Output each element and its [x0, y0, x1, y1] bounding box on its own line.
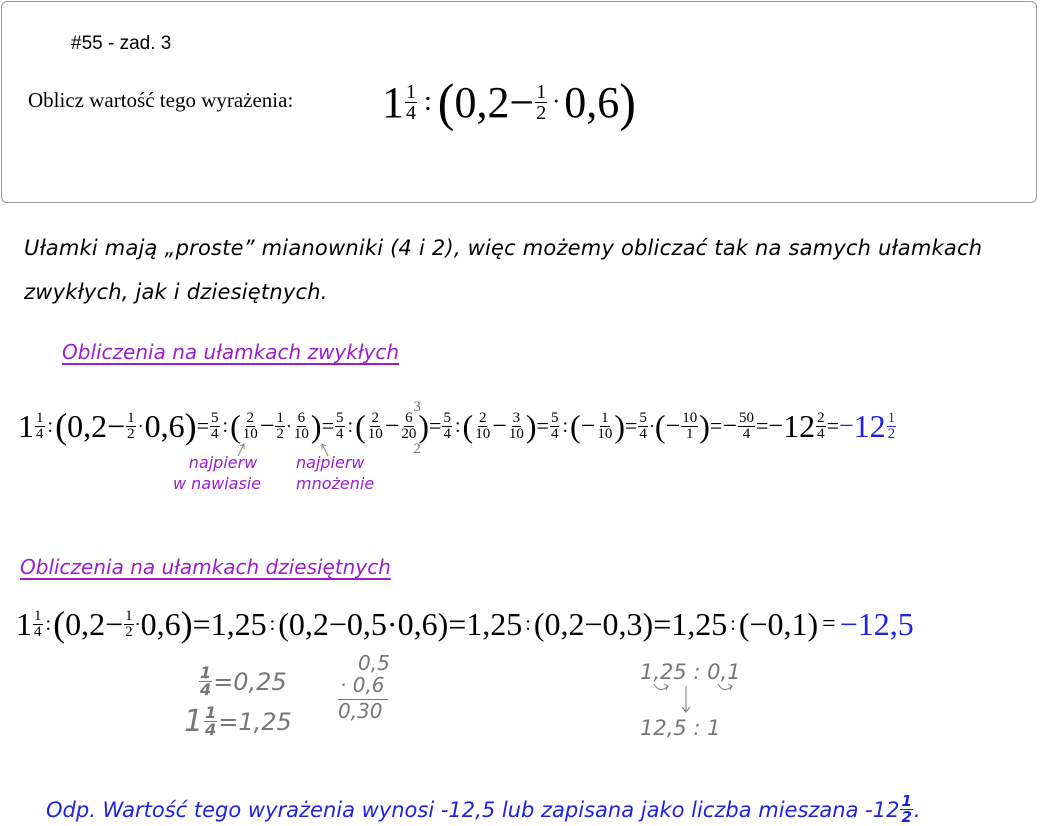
step-b: 0,6	[144, 407, 185, 444]
rparen: )	[699, 407, 710, 444]
answer-end: .	[913, 797, 921, 822]
note-line: najpierw	[296, 453, 365, 472]
side-division-bottom: 12,5 : 1	[640, 716, 721, 740]
side-value: =0,25	[213, 667, 287, 696]
frac-num: 1	[901, 792, 912, 810]
frac-den: 4	[336, 425, 344, 442]
frac-num: 5	[211, 409, 219, 426]
colon: :	[347, 414, 354, 437]
dot: ·	[137, 415, 144, 436]
frac-num: 50	[738, 409, 754, 426]
step-frac	[367, 411, 384, 442]
part-6: (−0,1)	[738, 605, 819, 642]
lparen: (	[55, 406, 68, 446]
side-product: 0,30	[338, 699, 383, 723]
equals: =	[624, 413, 638, 438]
frac-num: 5	[443, 409, 451, 426]
frac-den: 10	[242, 425, 258, 442]
lparen: (	[53, 604, 66, 644]
side-calc-division	[640, 660, 750, 740]
frac-num: 1	[34, 607, 42, 624]
minus: −	[105, 605, 124, 642]
lparen: (	[230, 407, 241, 444]
expr-dot: ·	[552, 88, 561, 115]
step-frac	[124, 609, 134, 640]
note-parentheses	[173, 452, 262, 494]
minus: −	[722, 411, 737, 440]
side-division-arrows	[640, 682, 750, 716]
step-frac	[550, 411, 560, 442]
equals: =	[709, 413, 723, 438]
frac-num: 5	[336, 409, 344, 426]
answer-frac	[900, 794, 912, 825]
minus: −	[384, 411, 400, 440]
step-frac	[442, 411, 452, 442]
side-frac	[199, 665, 212, 698]
side-value: =1,25	[218, 707, 292, 736]
cancelled-fraction	[399, 398, 421, 457]
step-frac	[474, 411, 491, 442]
frac-den: 2	[901, 808, 912, 826]
side-row-2	[184, 704, 292, 739]
lparen: (	[462, 407, 474, 444]
step-whole: 12	[783, 407, 816, 444]
lparen: (	[654, 407, 666, 444]
colon: :	[47, 414, 54, 437]
frac-num: 1	[127, 409, 135, 426]
expr-a: 0,2	[454, 77, 510, 127]
frac-den: 4	[639, 425, 647, 442]
intro-line-2: zwykłych, jak i dziesiętnych.	[24, 280, 328, 304]
step-whole: 1	[18, 407, 34, 444]
equals: =	[826, 413, 839, 438]
expr-lparen: (	[437, 72, 455, 132]
frac-num: 1	[125, 607, 133, 624]
expr-whole: 1	[382, 77, 404, 127]
dot: ·	[134, 613, 141, 634]
frac-den: 4	[406, 101, 416, 124]
answer-line	[46, 794, 921, 825]
task-prompt: Oblicz wartość tego wyrażenia:	[28, 88, 294, 112]
step-frac	[681, 411, 698, 442]
result-whole: 12	[853, 407, 886, 444]
lparen: (	[355, 407, 366, 444]
step-a: 0,2	[65, 605, 106, 642]
frac-den: 10	[475, 425, 491, 442]
task-expression	[382, 72, 636, 132]
frac-den: 4	[205, 720, 217, 739]
frac-den: 4	[200, 680, 212, 699]
rparen: )	[184, 406, 197, 446]
colon: :	[730, 612, 736, 635]
frac-den: 4	[817, 425, 825, 442]
rparen: )	[525, 407, 537, 444]
minus: −	[768, 411, 784, 440]
section-1-calculation	[18, 398, 897, 457]
note-line: mnożenie	[296, 474, 375, 493]
section-1-result	[839, 408, 897, 445]
frac-den: 4	[211, 425, 219, 442]
frac-den: 2	[536, 101, 547, 124]
side-factor-a: 0,5	[358, 651, 390, 675]
colon: :	[45, 612, 52, 635]
frac-den: 2	[127, 425, 135, 442]
equals: =	[429, 413, 442, 438]
expr-colon: :	[424, 86, 432, 117]
minus: −	[665, 411, 681, 440]
frac-num: 1	[601, 409, 609, 426]
equals: =	[822, 610, 836, 637]
rparen: )	[614, 407, 625, 444]
rparen: )	[180, 604, 193, 644]
expr-minus: −	[509, 77, 535, 127]
step-b: 0,6	[140, 605, 181, 642]
minus: −	[580, 411, 596, 440]
section-2-heading: Obliczenia na ułamkach dziesiętnych	[20, 555, 391, 579]
expr-frac-1	[405, 82, 417, 123]
frac-den: 10	[293, 425, 309, 442]
frac-num: 2	[371, 409, 379, 426]
step-frac	[596, 411, 613, 442]
frac-num: 6	[297, 409, 306, 426]
expr-rparen: )	[619, 72, 636, 132]
cancel-bottom: 2	[413, 440, 421, 457]
frac-den: 4	[34, 623, 42, 640]
frac-num: 2	[817, 409, 825, 426]
rparen: )	[418, 407, 430, 444]
frac-num: 5	[550, 409, 559, 426]
expr-frac-2	[535, 82, 547, 123]
result-frac	[887, 411, 897, 442]
cancel-top: 3	[413, 398, 421, 415]
expr-b: 0,6	[564, 77, 620, 127]
step-frac	[508, 411, 525, 442]
minus: −	[259, 411, 275, 440]
part-3: =1,25	[448, 605, 523, 642]
frac-den: 1	[685, 425, 694, 442]
frac-den: 10	[597, 425, 613, 442]
lparen: (	[570, 407, 581, 444]
note-multiplication	[296, 452, 374, 494]
frac-num: 1	[276, 409, 284, 426]
side-calc-multiplication	[338, 652, 390, 722]
part-4: (0,2−0,3)	[533, 605, 654, 642]
dot: ·	[285, 415, 292, 436]
step-frac	[242, 411, 259, 442]
frac-num: 6	[405, 409, 413, 426]
answer-text: Odp. Wartość tego wyrażenia wynosi -12,5 lub zapisana jako liczba mieszana -12	[46, 797, 900, 822]
minus: −	[839, 411, 854, 440]
frac-den: 2	[887, 425, 896, 442]
side-frac	[204, 705, 217, 738]
frac-den: 10	[508, 425, 524, 442]
frac-den: 4	[443, 425, 451, 442]
frac-den: 2	[125, 623, 133, 640]
frac-num: 5	[639, 409, 647, 426]
frac-num: 2	[246, 409, 254, 426]
section-1-heading: Obliczenia na ułamkach zwykłych	[62, 340, 400, 364]
minus: −	[107, 407, 126, 444]
colon: :	[222, 414, 229, 437]
frac-num: 1	[200, 663, 212, 682]
step-frac	[738, 411, 755, 442]
frac-den: 10	[367, 425, 383, 442]
frac-num: 1	[36, 409, 44, 426]
step-frac	[126, 411, 136, 442]
step-whole: 1	[16, 605, 32, 642]
side-whole: 1	[184, 704, 204, 739]
side-division-top: 1,25 : 0,1	[640, 660, 741, 684]
dot: ·	[648, 415, 655, 436]
side-row-1	[198, 665, 292, 698]
step-frac	[816, 411, 826, 442]
section-2-result: −12,5	[839, 605, 914, 642]
side-calc-quarter	[184, 663, 292, 739]
frac-den: 4	[550, 425, 559, 442]
step-frac	[35, 411, 45, 442]
frac-num: 3	[512, 409, 521, 426]
minus: −	[492, 411, 507, 440]
frac-den: 2	[276, 425, 284, 442]
step-frac	[335, 411, 345, 442]
task-label: #55 - zad. 3	[71, 33, 172, 54]
frac-num: 10	[682, 409, 698, 426]
side-factor-b-row: · 0,6	[340, 673, 385, 697]
note-line: najpierw	[188, 453, 258, 472]
part-5: =1,25	[653, 605, 728, 642]
equals: =	[536, 413, 549, 438]
rparen: )	[310, 407, 322, 444]
frac-den: 20	[401, 425, 417, 442]
part-1: =1,25	[192, 605, 267, 642]
step-a: 0,2	[67, 407, 108, 444]
intro-line-1: Ułamki mają „proste” mianowniki (4 i 2), więc możemy obliczać tak na samych ułamkach	[24, 236, 983, 260]
colon: :	[454, 414, 461, 437]
frac-num: 2	[478, 409, 487, 426]
equals: =	[755, 413, 769, 438]
frac-num: 1	[406, 80, 416, 103]
colon: :	[562, 414, 568, 437]
frac-num: 1	[536, 80, 547, 103]
step-frac	[638, 411, 648, 442]
part-2: (0,2−0,5·0,6)	[278, 605, 449, 642]
equals: =	[321, 413, 334, 438]
step-frac	[293, 411, 310, 442]
equals: =	[196, 413, 210, 438]
side-factor-b: 0,6	[352, 673, 385, 697]
step-frac	[33, 609, 43, 640]
section-2-calculation	[16, 602, 914, 646]
frac-num: 1	[205, 703, 217, 722]
frac-den: 4	[36, 425, 44, 442]
step-frac	[275, 411, 285, 442]
colon: :	[525, 612, 531, 635]
frac-num: 1	[887, 409, 896, 426]
frac-den: 4	[742, 425, 751, 442]
note-line: w nawiasie	[173, 474, 262, 493]
colon: :	[269, 612, 276, 635]
step-frac	[210, 411, 220, 442]
